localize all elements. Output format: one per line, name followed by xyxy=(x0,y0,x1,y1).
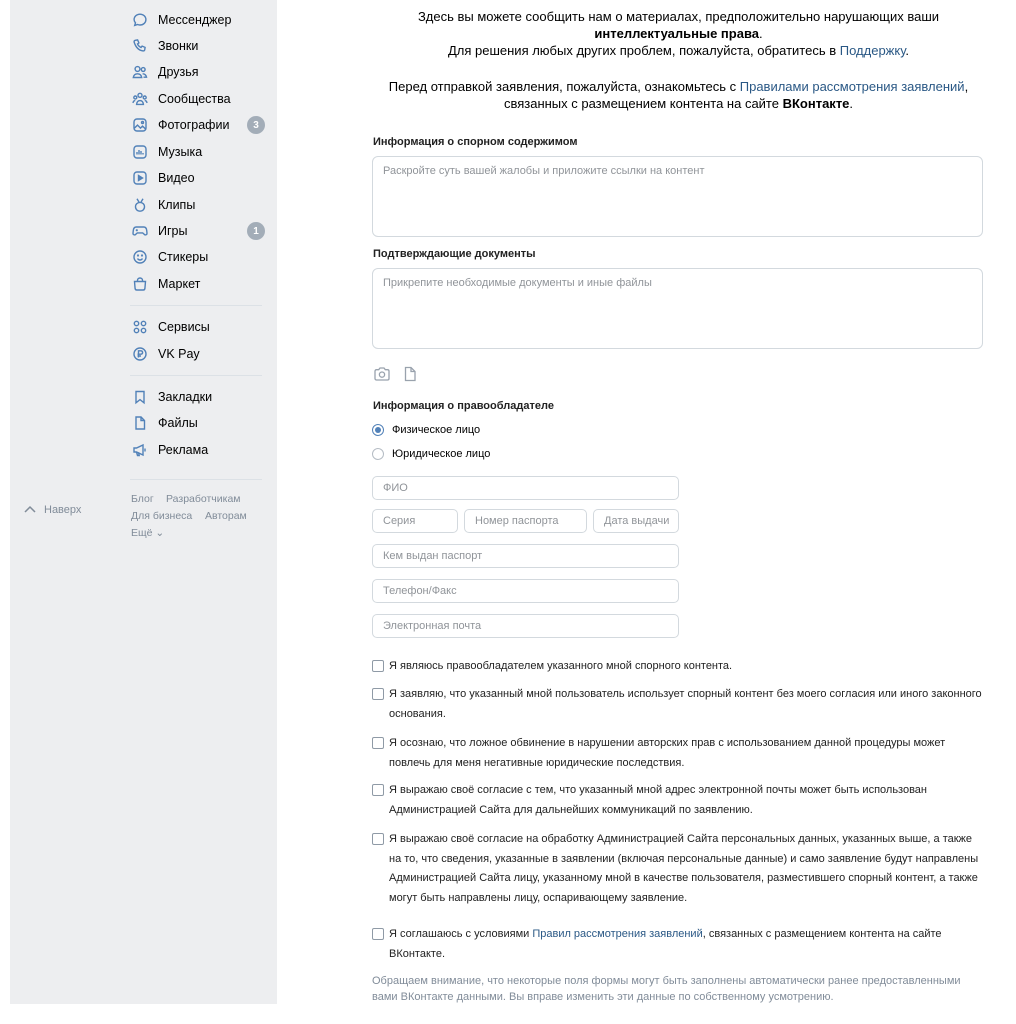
sidebar-item-games[interactable] xyxy=(132,220,187,242)
checkbox[interactable] xyxy=(372,737,384,749)
intro-text-span: Перед отправкой заявления, пожалуйста, ознакомьтесь с xyxy=(388,79,740,94)
intro-text-span: связанных с размещением контента на сайте xyxy=(503,96,783,111)
sidebar-item-friends[interactable] xyxy=(132,61,199,83)
footer-link-blog[interactable]: Блог xyxy=(131,493,154,505)
passport-series-field[interactable] xyxy=(372,509,458,533)
photos-count-badge: 3 xyxy=(247,116,265,134)
sidebar-item-label: Друзья xyxy=(158,65,199,79)
sidebar-item-communities[interactable] xyxy=(132,88,231,110)
gamepad-icon xyxy=(132,223,148,239)
sidebar-item-bookmarks[interactable] xyxy=(132,386,212,408)
checkbox[interactable] xyxy=(372,928,384,940)
intro-punct: . xyxy=(905,43,910,58)
consent-checkbox-personal-data[interactable] xyxy=(372,830,984,908)
sidebar-item-vkpay[interactable] xyxy=(132,343,200,365)
sidebar-item-label: Фотографии xyxy=(158,118,230,132)
sidebar-item-label: Сервисы xyxy=(158,320,210,334)
sidebar-item-calls[interactable] xyxy=(132,35,198,57)
supporting-documents-textarea[interactable] xyxy=(372,268,983,349)
input-placeholder: Электронная почта xyxy=(383,620,482,632)
support-link[interactable]: Поддержку xyxy=(839,43,906,58)
intro-punct: . xyxy=(849,96,854,111)
megaphone-icon xyxy=(132,442,148,458)
full-name-field[interactable] xyxy=(372,476,679,500)
sidebar-item-video[interactable] xyxy=(132,167,195,189)
phone-fax-field[interactable] xyxy=(372,579,679,603)
footer-link-more[interactable]: Ещё ⌄ xyxy=(131,527,165,539)
photos-icon xyxy=(132,117,148,133)
friends-icon xyxy=(132,64,148,80)
radio-legal-entity[interactable] xyxy=(372,448,490,460)
games-count-badge: 1 xyxy=(247,222,265,240)
passport-number-field[interactable] xyxy=(464,509,587,533)
sidebar-divider xyxy=(130,479,262,480)
checkbox[interactable] xyxy=(372,660,384,672)
sidebar-item-label: Мессенджер xyxy=(158,13,232,27)
services-grid-icon xyxy=(132,319,148,335)
rules-link-inline[interactable]: Правил рассмотрения заявлений xyxy=(532,928,703,940)
checkbox[interactable] xyxy=(372,784,384,796)
communities-icon xyxy=(132,91,148,107)
intro-line xyxy=(372,95,985,112)
consent-checkbox-rules[interactable] xyxy=(372,925,984,964)
intro-line xyxy=(372,42,985,59)
intro-line xyxy=(372,25,985,42)
supporting-documents-title: Подтверждающие документы xyxy=(373,248,536,260)
intro-punct: , xyxy=(964,79,969,94)
radio-button-checked[interactable] xyxy=(372,424,384,436)
intro-line xyxy=(372,78,985,95)
autofill-note: Обращаем внимание, что некоторые поля формы могут быть заполнены автоматически ранее предоставленными вами ВКонтакте данными. Вы вправе изменить эти данные по собственному усмотрению. xyxy=(372,975,961,1003)
sidebar-item-services[interactable] xyxy=(132,316,210,338)
sidebar-item-label: Стикеры xyxy=(158,250,209,264)
radio-label: Физическое лицо xyxy=(392,424,481,436)
clips-icon xyxy=(132,197,148,213)
to-top-label: Наверх xyxy=(44,504,82,516)
sticker-smile-icon xyxy=(132,249,148,265)
disputed-content-textarea[interactable] xyxy=(372,156,983,237)
video-icon xyxy=(132,170,148,186)
email-field[interactable] xyxy=(372,614,679,638)
intro-line: Здесь вы можете сообщить нам о материалах, предположительно нарушающих ваши xyxy=(417,9,940,24)
scroll-to-top-button[interactable] xyxy=(24,504,81,516)
rules-link[interactable]: Правилами рассмотрения заявлений xyxy=(739,79,965,94)
rightholder-info-title: Информация о правообладателе xyxy=(373,400,554,412)
sidebar-item-market[interactable] xyxy=(132,273,200,295)
input-placeholder: Серия xyxy=(383,515,416,527)
input-placeholder: Дата выдачи xyxy=(604,515,670,527)
textarea-placeholder: Раскройте суть вашей жалобы и приложите ссылки на контент xyxy=(383,165,705,177)
intro-rules-text xyxy=(372,78,985,112)
textarea-placeholder: Прикрепите необходимые документы и иные файлы xyxy=(383,277,652,289)
disputed-content-title: Информация о спорном содержимом xyxy=(373,136,578,148)
sidebar-item-label: VK Pay xyxy=(158,347,200,361)
bookmark-icon xyxy=(132,389,148,405)
sidebar-divider xyxy=(130,305,262,306)
footer-link-authors[interactable]: Авторам xyxy=(205,510,247,522)
sidebar-item-label: Сообщества xyxy=(158,92,231,106)
input-placeholder: Телефон/Факс xyxy=(383,585,457,597)
sidebar-item-label: Закладки xyxy=(158,390,213,404)
issued-by-field[interactable] xyxy=(372,544,679,568)
input-placeholder: Номер паспорта xyxy=(475,515,559,527)
footer-link-business[interactable]: Для бизнеса xyxy=(131,510,193,522)
consent-checkbox-rightholder[interactable] xyxy=(372,657,984,677)
sidebar-item-label: Игры xyxy=(158,224,188,238)
checkbox-label: Я осознаю, что ложное обвинение в нарушении авторских прав с использованием данной процедуры может повлечь для меня негативные юридические последствия. xyxy=(389,737,946,769)
footer-link-developers[interactable]: Разработчикам xyxy=(166,493,241,505)
intro-text-span: Для решения любых других проблем, пожалуйста, обратитесь в xyxy=(447,43,840,58)
sidebar-item-label: Звонки xyxy=(158,39,199,53)
input-placeholder: Кем выдан паспорт xyxy=(383,550,483,562)
sidebar-item-photos[interactable] xyxy=(132,114,229,136)
intro-punct: . xyxy=(759,26,763,41)
sidebar-item-label: Клипы xyxy=(158,198,196,212)
sidebar-item-files[interactable] xyxy=(132,412,198,434)
consent-checkbox-email[interactable] xyxy=(372,781,984,820)
sidebar-item-clips[interactable] xyxy=(132,194,195,216)
checkbox-text: Я соглашаюсь с условиями xyxy=(389,928,533,940)
vkpay-icon xyxy=(132,346,148,362)
sidebar-item-label: Файлы xyxy=(158,416,198,430)
chevron-up-icon xyxy=(24,504,36,516)
attach-document-icon[interactable] xyxy=(401,366,419,382)
sidebar-item-label: Музыка xyxy=(158,145,203,159)
radio-individual[interactable] xyxy=(372,424,480,436)
message-bubble-icon xyxy=(132,12,148,28)
intro-text xyxy=(372,8,985,59)
consent-checkbox-false-claim[interactable] xyxy=(372,734,984,773)
checkbox-label: Я выражаю своё согласие с тем, что указанный мной адрес электронной почты может быть использован Администрацией Сайта для дальнейших коммуникаций по заявлению. xyxy=(389,784,927,816)
sidebar-item-messenger[interactable] xyxy=(132,9,231,31)
sidebar-item-ads[interactable] xyxy=(132,439,208,461)
input-placeholder: ФИО xyxy=(383,482,408,494)
intro-bold: интеллектуальные права xyxy=(594,26,759,41)
sidebar-item-label: Маркет xyxy=(158,277,201,291)
issue-date-field[interactable] xyxy=(593,509,679,533)
sidebar-item-music[interactable] xyxy=(132,141,202,163)
radio-label: Юридическое лицо xyxy=(392,448,491,460)
intro-bold: ВКонтакте xyxy=(782,96,850,111)
sidebar-divider xyxy=(130,375,262,376)
consent-checkbox-unauthorized-use[interactable] xyxy=(372,685,984,724)
phone-icon xyxy=(132,38,148,54)
sidebar-item-label: Видео xyxy=(158,171,195,185)
market-bag-icon xyxy=(132,276,148,292)
sidebar-item-label: Реклама xyxy=(158,443,209,457)
checkbox-label: Я заявляю, что указанный мной пользователь использует спорный контент без моего согласия или иного законного основания. xyxy=(389,688,982,720)
sidebar-item-stickers[interactable] xyxy=(132,246,208,268)
music-icon xyxy=(132,144,148,160)
checkbox-label: Я выражаю своё согласие на обработку Администрацией Сайта персональных данных, указанных выше, а также на то, что сведения, указанные в заявлении (включая персональные данные) и само заявление будут направлены Администрацией Сайта лицу, указанному мной в качестве пользователя, разместившего спорный контент, а также могут быть направлены лицу, оспаривающему заявление. xyxy=(389,833,979,904)
attach-photo-icon[interactable] xyxy=(373,366,391,382)
checkbox-text: , связанных с размещением контента на сайте ВКонтакте. xyxy=(389,928,942,960)
checkbox-label xyxy=(389,925,984,964)
file-icon xyxy=(132,415,148,431)
checkbox[interactable] xyxy=(372,688,384,700)
radio-button[interactable] xyxy=(372,448,384,460)
checkbox-label: Я являюсь правообладателем указанного мной спорного контента. xyxy=(389,660,733,672)
checkbox[interactable] xyxy=(372,833,384,845)
